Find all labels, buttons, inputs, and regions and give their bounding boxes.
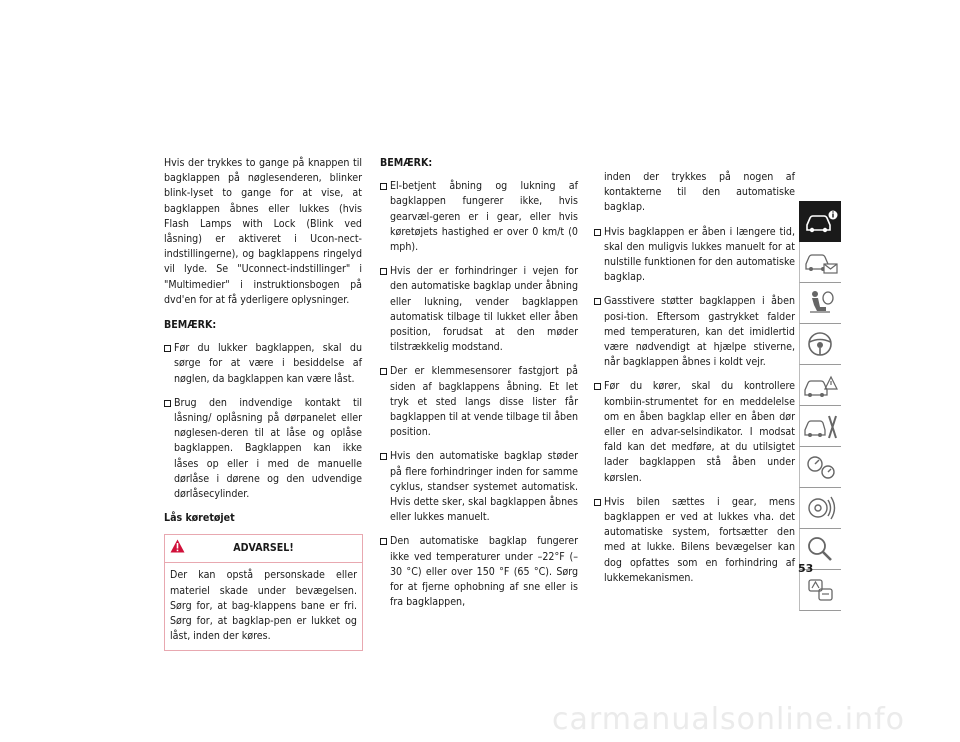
multimedia-icon xyxy=(800,488,842,529)
tab-car-mail[interactable] xyxy=(799,242,841,283)
list-item: El-betjent åbning og lukning af bagklappen fungerer ikke, hvis gearvæl-geren er i gear, eller hvis køretøjets hastighed er over 0 km/t (0 mph). xyxy=(380,179,578,255)
tab-car-crash[interactable] xyxy=(799,365,841,406)
note-list xyxy=(594,225,795,586)
list-item: Hvis der er forhindringer i vejen for den automatiske bagklap under åbning eller lukning, vender bagklappen automatisk tilbage til lukket eller åben position, forudsat at den møder tilstrækkelig modstand. xyxy=(380,264,578,355)
list-item: Hvis bagklappen er åben i længere tid, skal den muligvis lukkes manuelt for at nulstille funktionen for den automatiske bagklap. xyxy=(594,225,795,286)
list-item: Hvis den automatiske bagklap støder på flere forhindringer inden for samme cyklus, standser systemet automatisk. Hvis dette sker, skal bagklappen åbnes eller lukkes manuelt. xyxy=(380,449,578,525)
warning-title: ADVARSEL! xyxy=(233,542,294,555)
warning-header xyxy=(165,535,362,563)
list-item: Brug den indvendige kontakt til låsning/ oplåsning på dørpanelet eller nøglesen-deren til at låse og oplåse bagklappen. Bagklappen kan ikke låses op eller i med de manuelle dørlåse i dørene og den udvendige dørlåsecylinder. xyxy=(164,396,362,502)
section-heading: Lås køretøjet xyxy=(164,512,235,525)
warning-triangle-icon xyxy=(170,539,185,553)
bullet-icon xyxy=(594,499,601,506)
bullet-icon xyxy=(380,453,387,460)
continuation-paragraph: inden der trykkes på nogen af kontakterne til den automatiske bagklap. xyxy=(604,171,795,214)
note-list xyxy=(380,179,578,610)
bullet-icon xyxy=(164,400,171,407)
list-item: Den automatiske bagklap fungerer ikke ved temperaturer under –22°F (–30 °C) eller over 150 °F (65 °C). Sørg for at fjerne ophobning af sne eller is fra bagklappen, xyxy=(380,534,578,610)
page-number: 53 xyxy=(798,562,814,575)
watermark-text: carmanualsonline.info xyxy=(552,702,905,737)
warning-box xyxy=(164,534,363,651)
bullet-icon xyxy=(380,368,387,375)
person-airbag-icon xyxy=(800,283,842,324)
note-heading: BEMÆRK: xyxy=(380,157,433,169)
tab-car-tools[interactable] xyxy=(799,406,841,447)
bullet-icon xyxy=(164,345,171,352)
note-heading: BEMÆRK: xyxy=(164,319,217,332)
bullet-icon xyxy=(380,538,387,545)
list-item: Før du lukker bagklappen, skal du sørge for at være i besiddelse af nøglen, da bagklappen kan være låst. xyxy=(164,341,362,387)
column-left xyxy=(164,156,362,651)
car-crash-icon xyxy=(800,365,842,406)
bullet-icon xyxy=(594,229,601,236)
car-mail-icon xyxy=(800,242,842,283)
bullet-icon xyxy=(380,183,387,190)
car-info-icon xyxy=(800,201,842,242)
list-item: Før du kører, skal du kontrollere kombiin-strumentet for en meddelelse om en åben bagklap eller en åben dør eller en advar-selsindikator. I modsat fald kan det medføre, at du utilsigtet lader bagklappen stå åben under kørslen. xyxy=(594,379,795,485)
warning-body: Der kan opstå personskade eller materiel skade under bevægelsen. Sørg for, at bag-klappens bane er fri. Sørg for, at bagklap-pen er lukket og låst, inden der køres. xyxy=(170,569,357,643)
chapter-tabs xyxy=(799,201,841,611)
footer-watermark xyxy=(0,700,960,742)
note-list xyxy=(164,341,362,502)
bullet-icon xyxy=(594,298,601,305)
column-middle xyxy=(380,156,578,619)
tab-language[interactable] xyxy=(799,570,841,611)
list-item: Der er klemmesensorer fastgjort på siden af bagklappens åbning. Et let tryk et sted langs disse lister får bagklappen til at vende tilbage til åben position. xyxy=(380,364,578,440)
bullet-icon xyxy=(380,268,387,275)
tab-car-info[interactable] xyxy=(799,201,841,242)
column-right xyxy=(594,170,795,595)
list-item: Gasstivere støtter bagklappen i åben posi-tion. Eftersom gastrykket falder med temperaturen, kan det imidlertid være nødvendigt at hjælpe stiverne, når bagklappen åbnes i koldt vejr. xyxy=(594,294,795,370)
tab-person-airbag[interactable] xyxy=(799,283,841,324)
tab-multimedia[interactable] xyxy=(799,488,841,529)
tab-gauges[interactable] xyxy=(799,447,841,488)
list-item: Hvis bilen sættes i gear, mens bagklappen er ved at lukkes vha. det automatiske system, fortsætter den med at lukke. Bilens bevægelser kan dog opfattes som en forhindring af lukkemekanismen. xyxy=(594,495,795,586)
car-tools-icon xyxy=(800,406,842,447)
gauges-icon xyxy=(800,447,842,488)
intro-paragraph: Hvis der trykkes to gange på knappen til bagklappen på nøglesenderen, blinker blink-lyset to gange for at vise, at bagklappen åbnes eller lukkes (hvis Flash Lamps with Lock (Blink ved låsning) er aktiveret i Ucon-nect-indstillingerne), og bagklappens ringelyd vil lyde. Se "Uconnect-indstillinger" i "Multimedier" i instruktionsbogen på dvd'en for at få yderligere oplysninger. xyxy=(164,157,362,306)
steering-wheel-icon xyxy=(800,324,842,365)
bullet-icon xyxy=(594,383,601,390)
tab-steering-wheel[interactable] xyxy=(799,324,841,365)
language-icon xyxy=(800,570,842,611)
